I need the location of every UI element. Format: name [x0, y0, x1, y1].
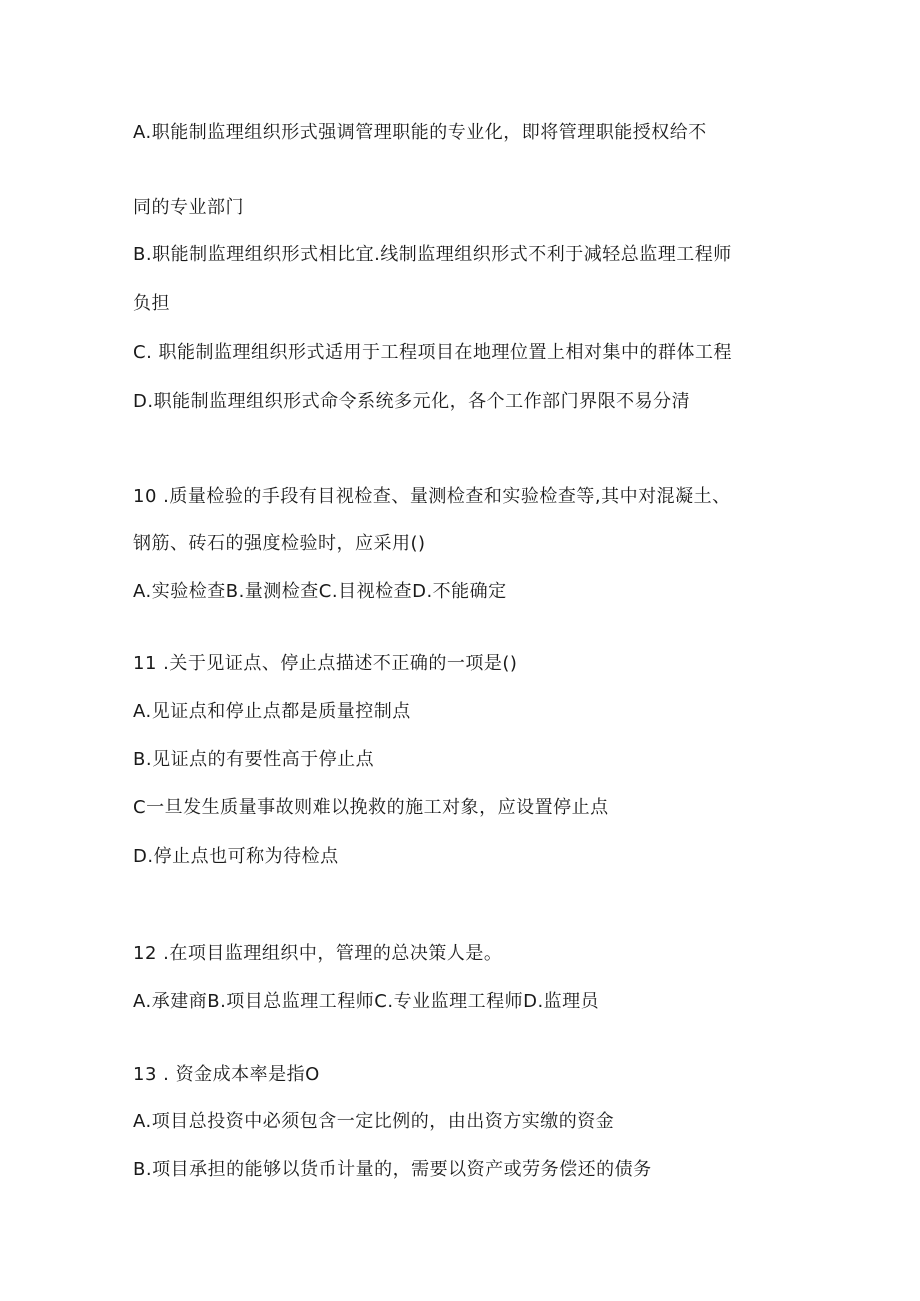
option-a-line-2: 同的专业部门: [133, 197, 244, 218]
question-10-line-2: 钢筋、砖石的强度检验时，应采用(): [133, 533, 426, 554]
question-11: 11 .关于见证点、停止点描述不正确的一项是(): [133, 653, 518, 674]
option-b-line-1: B.职能制监理组织形式相比宜.线制监理组织形式不利于减轻总监理工程师: [133, 244, 732, 265]
question-12-options: A.承建商B.项目总监理工程师C.专业监理工程师D.监理员: [133, 991, 600, 1012]
question-11-option-a: A.见证点和停止点都是质量控制点: [133, 701, 411, 722]
option-c: C. 职能制监理组织形式适用于工程项目在地理位置上相对集中的群体工程: [133, 342, 733, 363]
question-11-option-c: C一旦发生质量事故则难以挽救的施工对象，应设置停止点: [133, 797, 609, 818]
question-10-line-1: 10 .质量检验的手段有目视检查、量测检查和实验检查等,其中对混凝土、: [133, 486, 731, 507]
option-b-line-2: 负担: [133, 293, 170, 314]
question-10-options: A.实验检查B.量测检查C.目视检查D.不能确定: [133, 581, 507, 602]
question-11-option-d: D.停止点也可称为待检点: [133, 846, 339, 867]
option-a-line-1: A.职能制监理组织形式强调管理职能的专业化，即将管理职能授权给不: [133, 122, 707, 143]
question-13-option-a: A.项目总投资中必须包含一定比例的，由出资方实缴的资金: [133, 1111, 615, 1132]
question-12: 12 .在项目监理组织中，管理的总决策人是。: [133, 943, 503, 964]
question-13: 13 . 资金成本率是指O: [133, 1064, 320, 1085]
question-11-option-b: B.见证点的有要性高于停止点: [133, 749, 375, 770]
option-d: D.职能制监理组织形式命令系统多元化，各个工作部门界限不易分清: [133, 391, 691, 412]
question-13-option-b: B.项目承担的能够以货币计量的，需要以资产或劳务偿还的债务: [133, 1159, 652, 1180]
